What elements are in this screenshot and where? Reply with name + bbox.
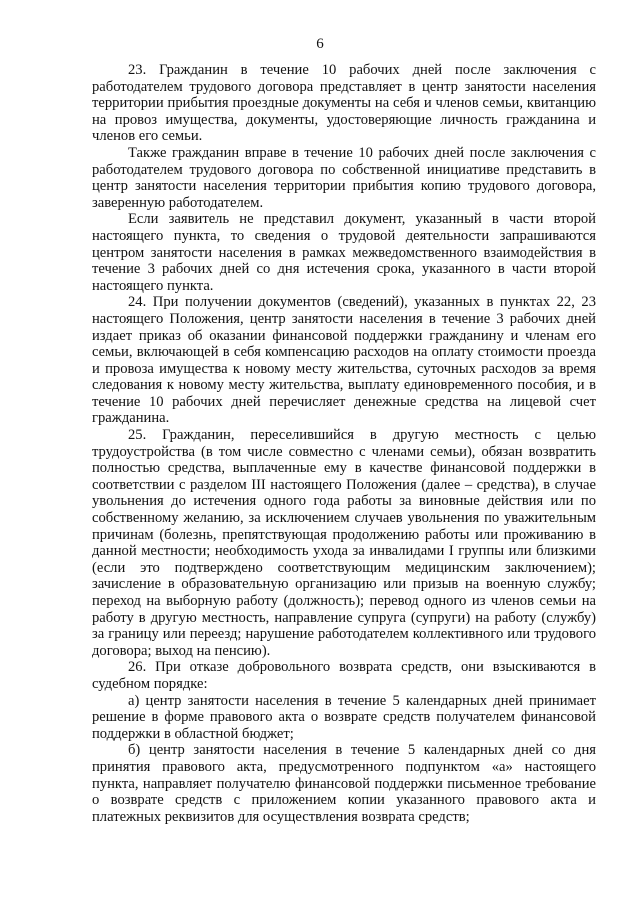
page-number: 6: [316, 36, 324, 52]
paragraph-24: 24. При получении документов (сведений), указанных в пунктах 22, 23 настоящего Положения, центр занятости населения в течение 3 рабочих дней издает приказ об оказании финансовой поддержки гражданину и членам его семьи, включающей в себя компенсацию расходов на оплату стоимости проезда и провоза имущества к новому месту жительства, суточных расходов за время следования к новому месту жительства, выплату единовременного пособия, и в течение 10 рабочих дней перечисляет денежные средства на лицевой счет гражданина.: [92, 294, 596, 427]
paragraph-23: 23. Гражданин в течение 10 рабочих дней после заключения с работодателем трудового договора представляет в центр занятости населения территории прибытия проездные документы на себя и членов семьи, квитанцию на провоз имущества, документы, удостоверяющие личность гражданина и членов его семьи.: [92, 62, 596, 145]
paragraph-25: 25. Гражданин, переселившийся в другую местность с целью трудоустройства (в том числе совместно с членами семьи), обязан возвратить полностью средства, выплаченные ему в качестве финансовой поддержки в соответствии с разделом III настоящего Положения (далее – средства), в случае увольнения до истечения одного года работы за виновные действия или по собственному желанию, за исключением случаев увольнения по уважительным причинам (болезнь, препятствующая продолжению работы или проживанию в данной местности; необходимость ухода за инвалидами I группы или близкими (если это подтверждено соответствующим медицинским заключением); зачисление в образовательную организацию или призыв на военную службу; переход на выборную работу (должность); перевод одного из членов семьи на работу в другую местность, направление супруга (супруги) на работу (службу) за границу или переезд; нарушение работодателем коллективного или трудового договора; выход на пенсию).: [92, 427, 596, 659]
paragraph-26-item-b: б) центр занятости населения в течение 5 календарных дней со дня принятия правового акта, предусмотренного подпунктом «а» настоящего пункта, направляет получателю финансовой поддержки письменное требование о возврате средств с приложением копии указанного правового акта и платежных реквизитов для осуществления возврата средств;: [92, 742, 596, 825]
document-body: [92, 62, 596, 825]
paragraph-23-part-3: Если заявитель не представил документ, указанный в части второй настоящего пункта, то сведения о трудовой деятельности запрашиваются центром занятости населения в рамках межведомственного взаимодействия в течение 3 рабочих дней со дня истечения срока, указанного в части второй настоящего пункта.: [92, 211, 596, 294]
paragraph-23-part-2: Также гражданин вправе в течение 10 рабочих дней после заключения с работодателем трудового договора по собственной инициативе представить в центр занятости населения территории прибытия копию трудового договора, заверенную работодателем.: [92, 144, 596, 211]
paragraph-26: 26. При отказе добровольного возврата средств, они взыскиваются в судебном порядке:: [92, 659, 596, 692]
paragraph-26-item-a: а) центр занятости населения в течение 5 календарных дней принимает решение в форме правового акта о возврате средств получателем финансовой поддержки в областной бюджет;: [92, 692, 596, 742]
